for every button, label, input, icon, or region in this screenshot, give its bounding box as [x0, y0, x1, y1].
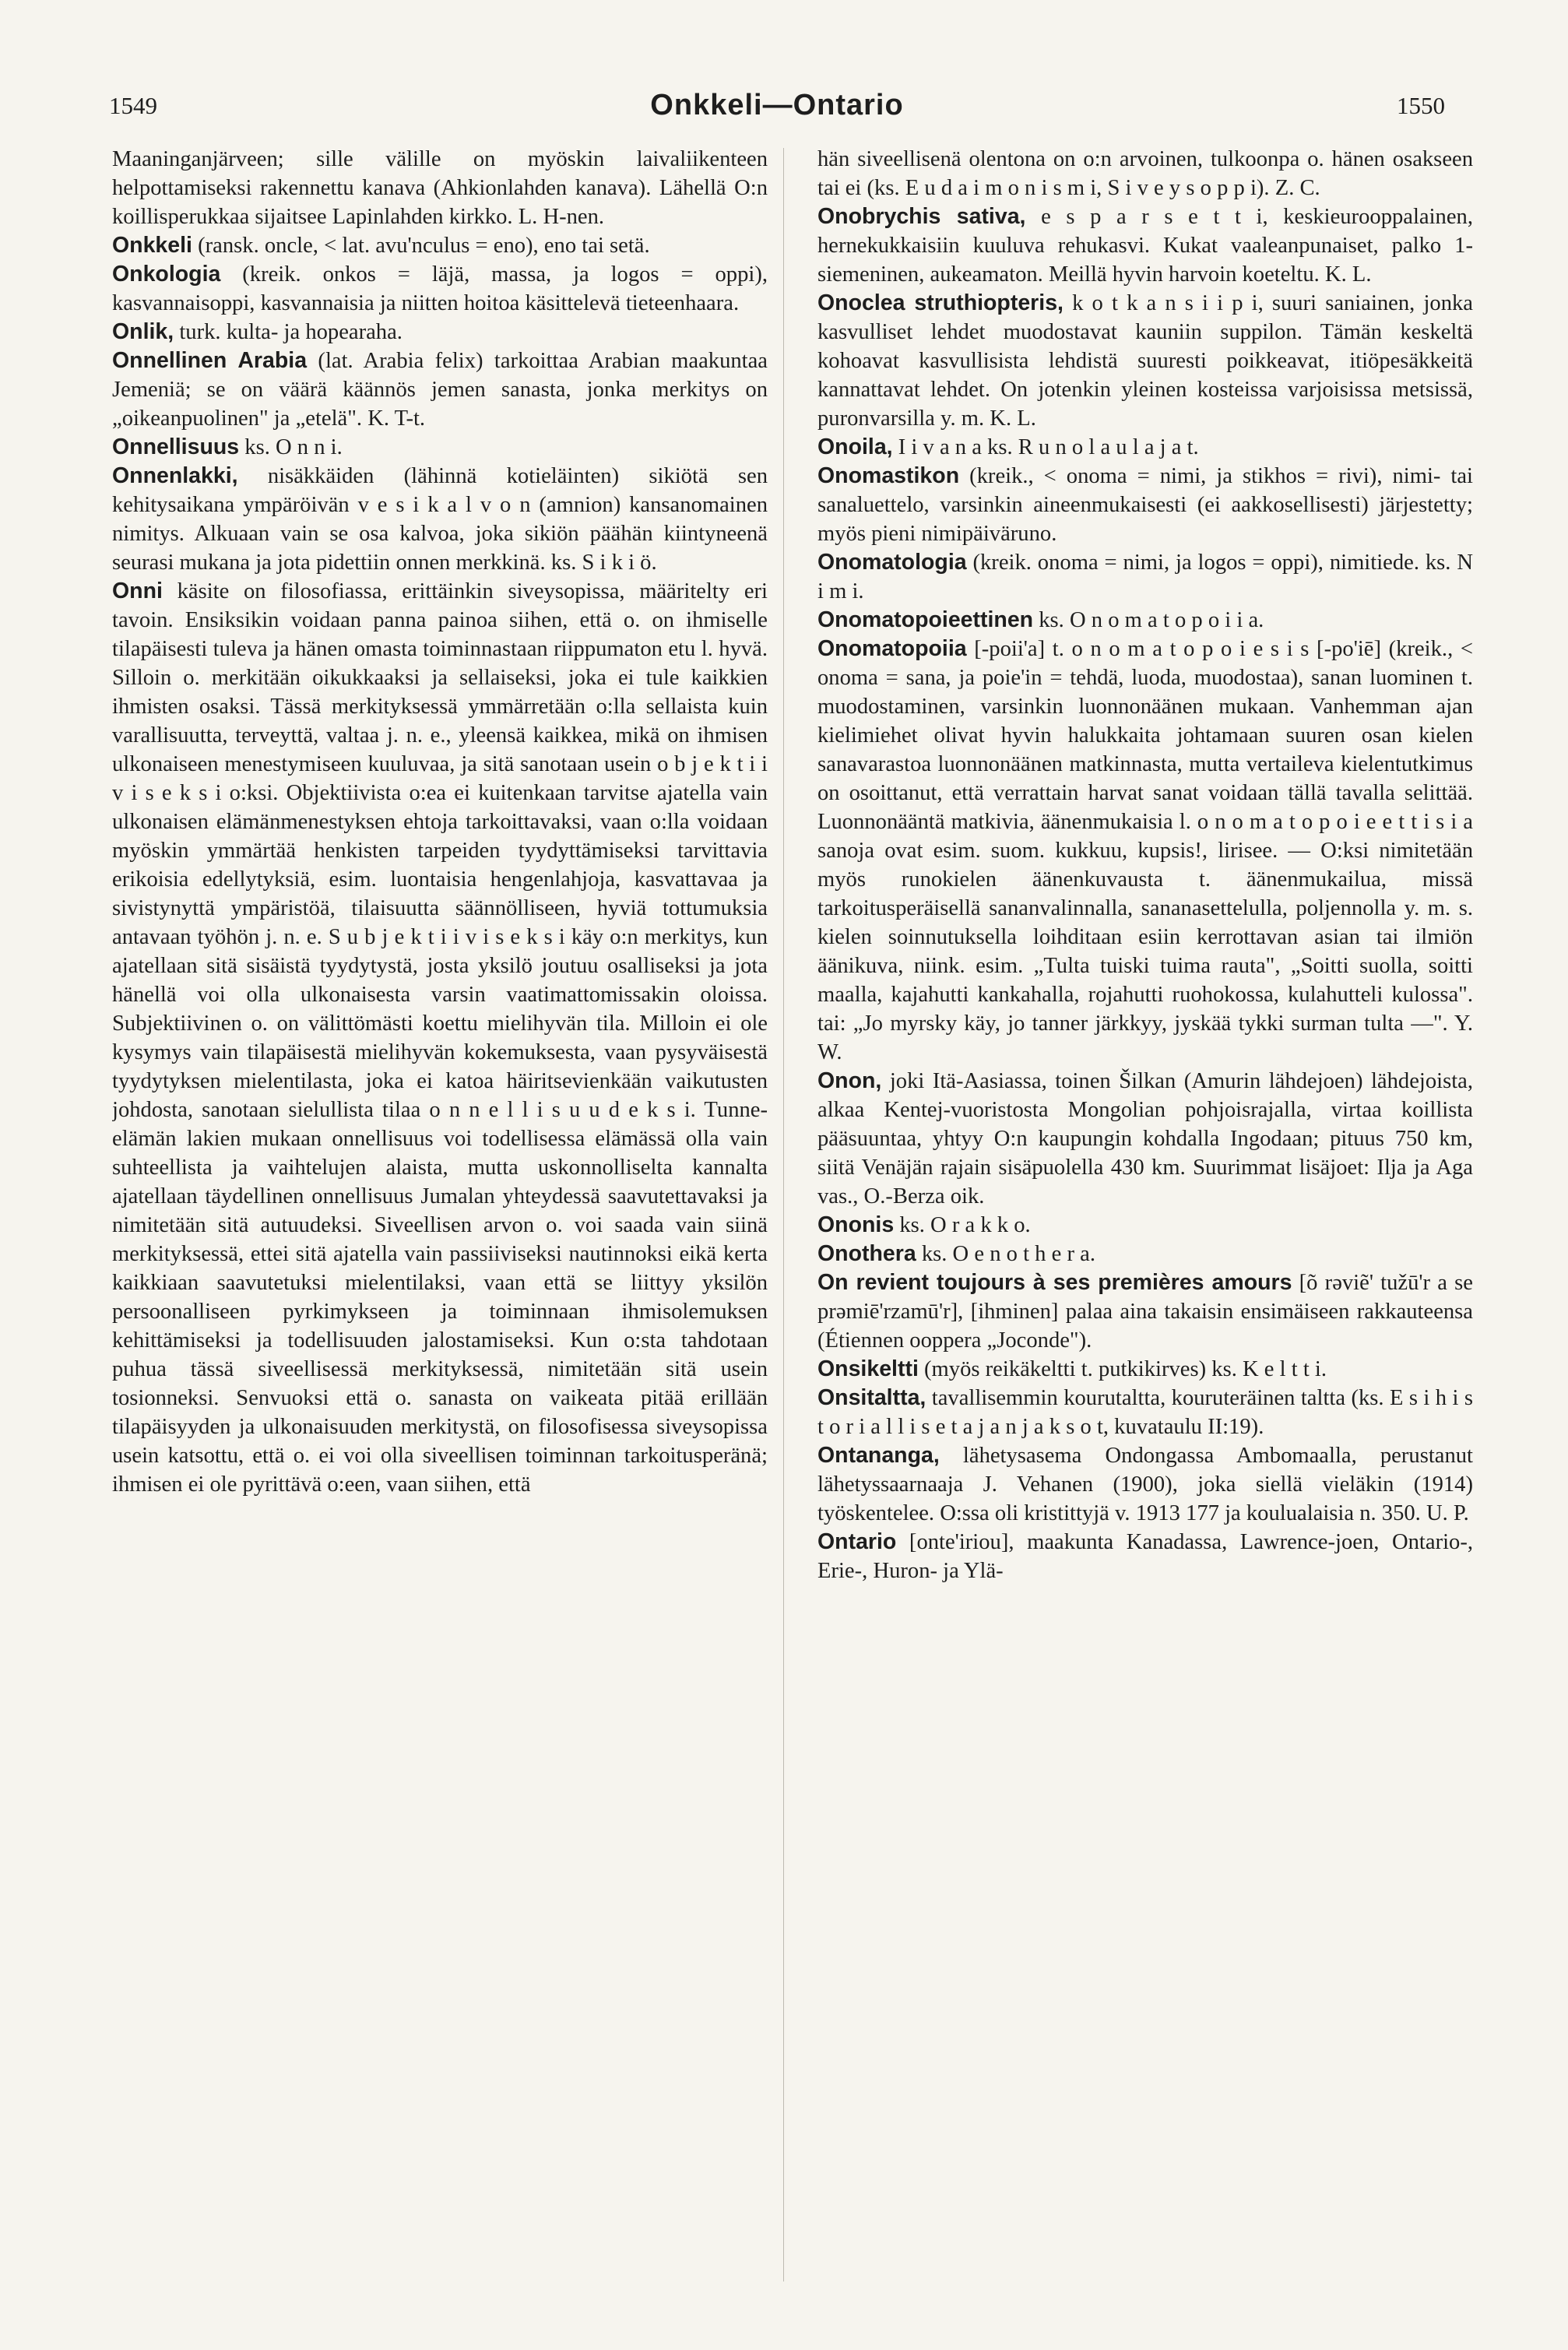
- entry-headword: Onnenlakki,: [112, 463, 238, 488]
- entry-text: turk. kulta- ja hopearaha.: [174, 320, 403, 344]
- entry-text: käsite on filosofiassa, erittäinkin siveysopissa, määritelty eri tavoin. Ensiksikin voidaan panna painoa siihen, että o. on ihmiselle tilapäisesti tuleva ja hänen omasta toiminnastaan riippumaton etu l. hyvä. Silloin o. merkitään oikukkaaksi ja sellaiseksi, joka ei tule kaikkien ihmisten osaksi. Tässä merkityksessä ymmärretään o:lla sellaista kuin varallisuutta, terveyttä, valtaa j. n. e., yleensä kaikkea, mikä on ihmisen ulkonaiseen menestymiseen kuuluvaa, ja sitä sanotaan usein o b j e k t i i v i s e k s i o:ksi. Objektiivista o:ea ei kuitenkaan tarvitse ajatella vain ulkonaisen elämänmenestyksen ehtoja tarkoittavaksi, vaan o:lla voidaan myöskin ymmärtää henkisten tarpeiden tyydyttämiseksi tarvittavia erikoisia edellytyksiä, esim. luontaisia hengenlahjoja, kasvattavaa ja sivistynyttä ympäristöä, tilaisuutta säännölliseen, hyviä tottumuksia antavaan työhön j. n. e. S u b j e k t i i v i s e k s i käy o:n merkitys, kun ajatellaan sitä sisäistä tyydytystä, josta yksilö joutuu osalliseksi ja jota hänellä voi olla ulkonaisesta varsin vaatimattomissakin oloissa. Subjektiivinen o. on välittömästi koettu mielihyvän tila. Milloin ei ole kysymys vain tilapäisestä mielihyvän kokemuksesta, vaan pysyväisestä tyydytyksen mielentilasta, joka ei katoa häiritsevienkään vaikutusten johdosta, sanotaan sielullista tilaa o n n e l l i s u u d e k s i. Tunne-elämän lakien mukaan onnellisuus voi todellisessa elämässä olla vain suhteellista ja vaihtelujen alaista, mutta uskonnolliselta kannalta ajatellaan täydellinen onnellisuus Jumalan yhteydessä saavutettavaksi ja nimitetään sitä autuudeksi. Siveellisen arvon o. voi saada vain siinä merkityksessä, ettei sitä ajatella vain passiiviseksi nautinnoksi eikä kerta kaikkiaan saavutetuksi mielentilaksi, vaan että se liittyy yksilön persoonalliseen pyrkimykseen ja toiminnaan ihmisolemuksen kehittämiseksi ja todellisuuden jalostamiseksi. Kun o:sta tahdotaan puhua tässä siveellisessä merkityksessä, nimitetään sitä usein tosionneksi. Senvuoksi että o. sanasta on vaikeata pitää erillään tilapäisyyden ja ulkonaisuuden merkitystä, on filosofisessa siveysopissa usein katsottu, että o. ei voi olla siveellisen toiminnan tarkoitusperänä; ihmisen ei ole pyrittävä o:een, vaan siihen, että: [112, 579, 768, 1497]
- entry-text: e s p a r s e t t i, keskieurooppalainen, hernekukkaisiin kuuluva rehukasvi. Kukat vaaleanpunaiset, palko 1-siemeninen, aukeamaton. Meillä hyvin harvoin koeteltu. K. L.: [817, 205, 1473, 287]
- dictionary-entry: [112, 462, 768, 577]
- entry-headword: Onoclea struthiopteris,: [817, 290, 1063, 315]
- entry-headword: On revient toujours à ses premières amours: [817, 1270, 1292, 1295]
- entry-text: (kreik. onkos = läjä, massa, ja logos = oppi), kasvannaisoppi, kasvannaisia ja niitten hoitoa käsittelevä tieteenhaara.: [112, 262, 768, 315]
- dictionary-entry: [112, 433, 768, 462]
- dictionary-entry: [112, 260, 768, 318]
- entry-text: [õ rəviẽ' tužū'r a se prəmiē'rzamū'r], [ihminen] palaa aina takaisin ensimäiseen rakkauteensa (Étiennen ooppera „Joconde").: [817, 1271, 1473, 1353]
- dictionary-entry: [817, 289, 1473, 433]
- dictionary-entry: [817, 1240, 1473, 1268]
- dictionary-entry: [112, 145, 768, 231]
- entry-text: hän siveellisenä olentona on o:n arvoinen, tulkoonpa o. hänen osakseen tai ei (ks. E u d a i m o n i s m i, S i v e y s o p p i). Z. C.: [817, 147, 1473, 200]
- dictionary-entry: [817, 1355, 1473, 1384]
- running-title: Onkkeli—Ontario: [650, 89, 904, 121]
- entry-text: ks. O n n i.: [239, 435, 343, 459]
- dictionary-entry: [817, 1441, 1473, 1528]
- dictionary-entry: [817, 1528, 1473, 1585]
- entry-text: (kreik. onoma = nimi, ja logos = oppi), nimitiede. ks. N i m i.: [817, 551, 1473, 603]
- entry-text: tavallisemmin kourutaltta, kouruteräinen taltta (ks. E s i h i s t o r i a l l i s e t a j a n j a k s o t, kuvataulu II:19).: [817, 1386, 1473, 1439]
- dictionary-entry: [112, 347, 768, 433]
- entry-text: I i v a n a ks. R u n o l a u l a j a t.: [892, 435, 1199, 459]
- entry-headword: Onni: [112, 579, 163, 603]
- right-column: [817, 145, 1473, 2294]
- entry-text: (ransk. oncle, < lat. avu'nculus = eno), eno tai setä.: [192, 234, 650, 258]
- entry-headword: Onomatopoiia: [817, 636, 967, 661]
- entry-headword: Onsitaltta,: [817, 1385, 926, 1410]
- dictionary-entry: [817, 433, 1473, 462]
- entry-text: (lat. Arabia felix) tarkoittaa Arabian maakuntaa Jemeniä; se on väärä käännös jemen sanasta, jonka merkitys on „oikeanpuolinen" ja „etelä". K. T-t.: [112, 349, 768, 431]
- dictionary-entry: [817, 1384, 1473, 1441]
- entry-text: joki Itä-Aasiassa, toinen Šilkan (Amurin lähdejoen) lähdejoista, alkaa Kentej-vuoristosta Mongolian pohjoisrajalla, virtaa koillista pääsuuntaa, yhtyy O:n kaupungin kohdalla Ingodaan; pituus 750 km, siitä Venäjän rajain sisäpuolella 430 km. Suurimmat lisäjoet: Ilja ja Aga vas., O.-Berza oik.: [817, 1069, 1473, 1208]
- entry-text: ks. O r a k k o.: [894, 1213, 1031, 1237]
- entry-headword: Onlik,: [112, 319, 174, 344]
- entry-text: lähetysasema Ondongassa Ambomaalla, perustanut lähetyssaarnaaja J. Vehanen (1900), joka siellä vieläkin (1914) työskentelee. O:ssa oli kristittyjä v. 1913 177 ja koulualaisia n. 350. U. P.: [817, 1444, 1473, 1525]
- entry-text: ks. O e n o t h e r a.: [916, 1242, 1095, 1266]
- dictionary-entry: [817, 635, 1473, 1067]
- entry-text: Maaninganjärveen; sille välille on myöskin laivaliikenteen helpottamiseksi rakennettu kanava (Ahkionlahden kanava). Lähellä O:n koillisperukkaa sijaitsee Lapinlahden kirkko. L. H-nen.: [112, 147, 768, 229]
- dictionary-entry: [112, 318, 768, 347]
- entry-headword: Ononis: [817, 1212, 895, 1237]
- entry-headword: Onon,: [817, 1068, 882, 1093]
- dictionary-entry: [817, 145, 1473, 202]
- page-number-left: 1549: [109, 92, 157, 119]
- entry-headword: Onomatologia: [817, 550, 967, 575]
- dictionary-entry: [817, 1268, 1473, 1355]
- entry-text: (myös reikäkeltti t. putkikirves) ks. K e l t t i.: [918, 1357, 1327, 1381]
- entry-headword: Onoila,: [817, 434, 893, 459]
- entry-headword: Ontario: [817, 1529, 897, 1554]
- dictionary-entry: [817, 462, 1473, 548]
- entry-headword: Onkologia: [112, 262, 221, 287]
- entry-headword: Onothera: [817, 1241, 916, 1266]
- dictionary-entry: [112, 231, 768, 260]
- entry-text: (kreik., < onoma = nimi, ja stikhos = rivi), nimi- tai sanaluettelo, varsinkin aineenmukaisesti (ei aakkosellisesti) järjestetty; myös pieni nimipäiväruno.: [817, 464, 1473, 546]
- dictionary-entry: [817, 548, 1473, 606]
- entry-text: nisäkkäiden (lähinnä kotieläinten) sikiötä sen kehitysaikana ympäröivän v e s i k a l v o n (amnion) kansanomainen nimitys. Alkuaan vain se osa kalvoa, joka sikiön päähän kiintyneenä seurasi mukana ja jota pidettiin onnen merkkinä. ks. S i k i ö.: [112, 464, 768, 575]
- entry-headword: Onkkeli: [112, 233, 192, 258]
- entry-headword: Onnellisuus: [112, 434, 240, 459]
- dictionary-entry: [817, 1067, 1473, 1211]
- page-number-right: 1550: [1397, 92, 1445, 119]
- entry-headword: Onnellinen Arabia: [112, 348, 308, 373]
- dictionary-entry: [817, 202, 1473, 289]
- entry-text: [onte'iriou], maakunta Kanadassa, Lawrence-joen, Ontario-, Erie-, Huron- ja Ylä-: [817, 1530, 1473, 1583]
- entry-text: ks. O n o m a t o p o i i a.: [1033, 608, 1264, 632]
- entry-headword: Onomatopoieettinen: [817, 607, 1034, 632]
- dictionary-entry: [817, 606, 1473, 635]
- entry-headword: Onsikeltti: [817, 1356, 919, 1381]
- entry-text: [-poii'a] t. o n o m a t o p o i e s i s [-po'iē] (kreik., < onoma = sana, ja poie'in = tehdä, luoda, muodostaa), sanan luominen t. muodostaminen, varsinkin luonnonäänen mukaan. Vanhemman ajan kielimiehet olivat hyvin halukkaita johtamaan suuren osan kielen sanavarastoa luonnonäänen matkinnasta, mutta vertaileva kielentutkimus on osoittanut, että verrattain harvat sanat voidaan tällä tavalla selittää. Luonnonääntä matkivia, äänenmukaisia l. o n o m a t o p o i e e t t i s i a sanoja ovat esim. suom. kukkuu, kupsis!, lirisee. — O:ksi nimitetään myös runokielen äänenkuvausta t. äänenmukailua, missä tarkoitusperäisellä sananvalinnalla, sananasettelulla, poljennolla y. m. s. kielen soinnutuksella loihditaan esiin kerrottavan asian tai ilmiön äänikuva, niink. esim. „Tulta tuiski tuima rauta", „Soitti suolla, soitti maalla, kajahutti kankahalla, rojahutti ruohokossa, kulahutteli kulossa". tai: „Jo myrsky käy, jo tanner järkkyy, jyskää tykki surman tulta —". Y. W.: [817, 637, 1473, 1064]
- dictionary-entry: [112, 577, 768, 1499]
- entry-headword: Onomastikon: [817, 463, 960, 488]
- column-divider: [783, 148, 784, 2281]
- dictionary-entry: [817, 1211, 1473, 1240]
- left-column: [112, 145, 768, 2294]
- entry-text: k o t k a n s i i p i, suuri saniainen, jonka kasvulliset lehdet muodostavat kauniin suppilon. Tämän keskeltä kohoavat kasvullisista lehdistä suuresti poikkeavat, itiöpesäkkeitä kannattavat lehdet. On jotenkin yleinen kosteissa varjoisissa metsissä, puronvarsilla y. m. K. L.: [817, 291, 1473, 431]
- entry-headword: Onobrychis sativa,: [817, 204, 1026, 229]
- entry-headword: Ontananga,: [817, 1443, 940, 1468]
- page-header: [109, 89, 1445, 128]
